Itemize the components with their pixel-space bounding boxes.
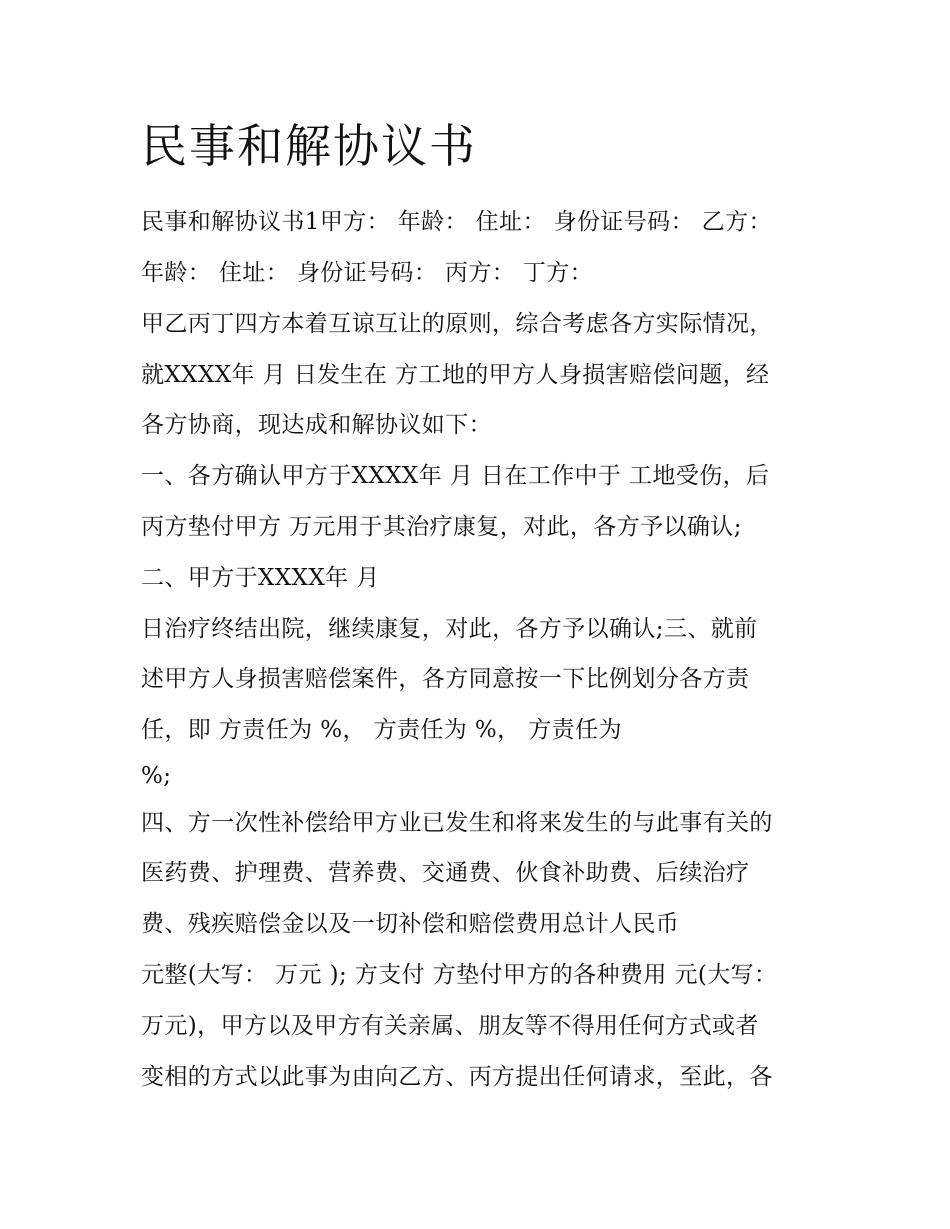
body-line-5: 各方协商，现达成和解协议如下： [141,412,492,438]
body-line-6: 一、各方确认甲方于XXXX年 月 日在工作中于 工地受伤，后 [141,463,770,489]
body-line-4: 就XXXX年 月 日发生在 方工地的甲方人身损害赔偿问题，经 [141,362,770,388]
body-line-16: 元整(大写： 万元 ); 方支付 方垫付甲方的各种费用 元(大写： [141,962,778,988]
body-line-10: 述甲方人身损害赔偿案件，各方同意按一下比例划分各方责 [141,666,750,692]
body-line-3: 甲乙丙丁四方本着互谅互让的原则，综合考虑各方实际情况， [141,311,773,337]
body-line-14: 医药费、护理费、营养费、交通费、伙食补助费、后续治疗 [141,860,750,886]
body-line-8: 二、甲方于XXXX年 月 [141,565,380,591]
body-line-7: 丙方垫付甲方 万元用于其治疗康复，对此，各方予以确认; [141,514,742,540]
body-line-12: %; [141,763,172,789]
body-line-13: 四、方一次性补偿给甲方业已发生和将来发生的与此事有关的 [141,810,773,836]
document-title: 民事和解协议书 [141,119,477,173]
body-line-17: 万元)，甲方以及甲方有关亲属、朋友等不得用任何方式或者 [141,1013,759,1039]
body-line-1: 民事和解协议书1甲方： 年龄： 住址： 身份证号码： 乙方： [141,209,772,235]
body-line-18: 变相的方式以此事为由向乙方、丙方提出任何请求，至此，各 [141,1064,773,1090]
body-line-11: 任，即 方责任为 %， 方责任为 %， 方责任为 [141,717,622,743]
body-line-15: 费、残疾赔偿金以及一切补偿和赔偿费用总计人民币 [141,911,680,937]
body-line-9: 日治疗终结出院，继续康复，对此，各方予以确认;三、就前 [141,616,758,642]
body-line-2: 年龄： 住址： 身份证号码： 丙方： 丁方： [141,260,594,286]
